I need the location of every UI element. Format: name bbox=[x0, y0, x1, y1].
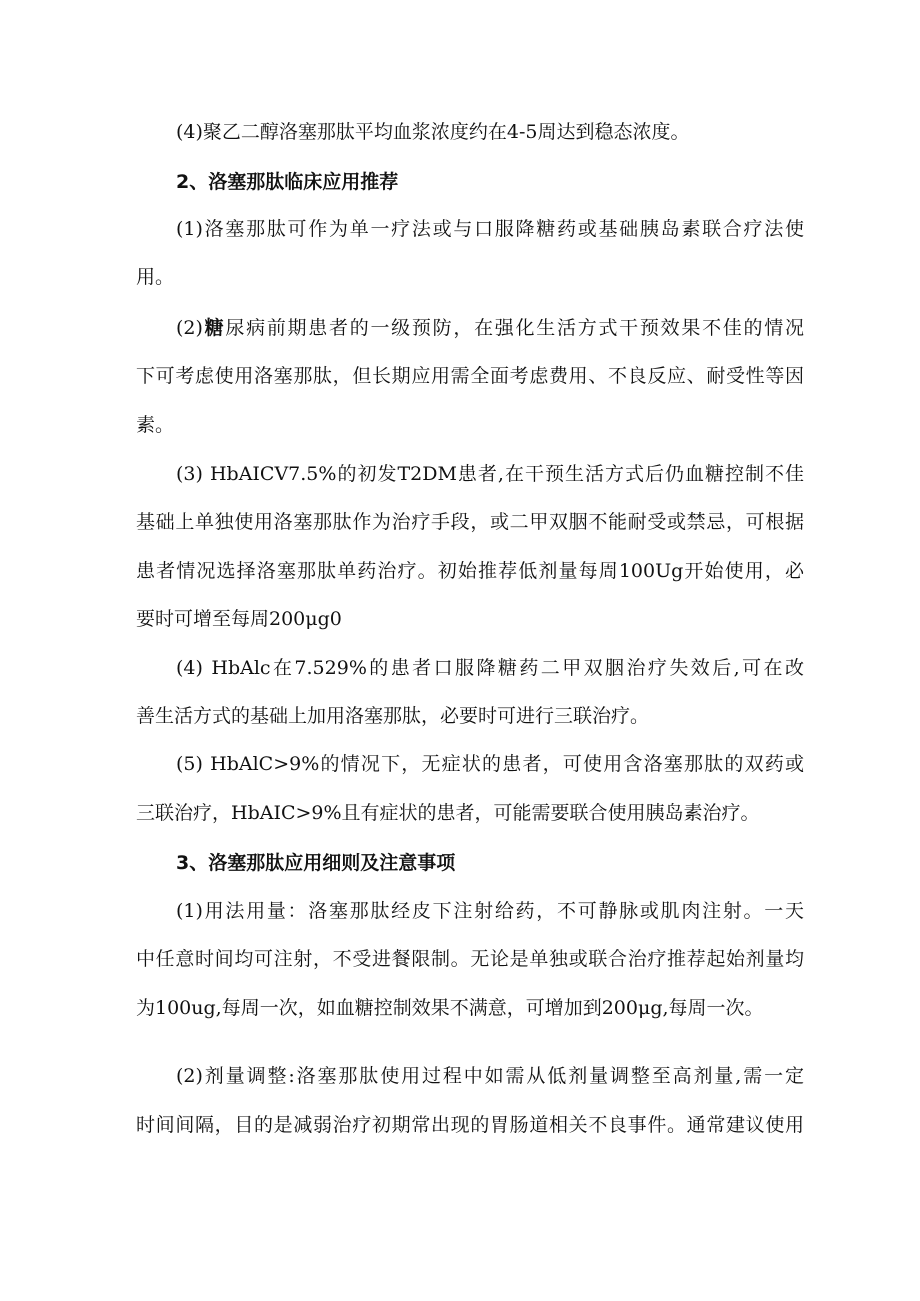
paragraph-text: 尿病前期患者的一级预防，在强化生活方式干预效果不佳的情况 bbox=[225, 317, 804, 339]
paragraph-line: 为100ug,每周一次，如血糖控制效果不满意，可增加到200μg,每周一次。 bbox=[136, 997, 764, 1019]
section-heading: 3、洛塞那肽应用细则及注意事项 bbox=[176, 852, 456, 874]
paragraph-prefix: (2) bbox=[176, 317, 203, 339]
paragraph-line: 时间间隔，目的是减弱治疗初期常出现的胃肠道相关不良事件。通常建议使用 bbox=[136, 1114, 804, 1136]
paragraph-line: 三联治疗，HbAIC>9%且有症状的患者，可能需要联合使用胰岛素治疗。 bbox=[136, 802, 760, 824]
paragraph-line: (1)洛塞那肽可作为单一疗法或与口服降糖药或基础胰岛素联合疗法使 bbox=[176, 218, 804, 240]
paragraph-line: (2)剂量调整:洛塞那肽使用过程中如需从低剂量调整至高剂量,需一定 bbox=[176, 1065, 804, 1087]
paragraph-line: 用。 bbox=[136, 266, 175, 288]
paragraph-line: 基础上单独使用洛塞那肽作为治疗手段，或二甲双胭不能耐受或禁忌，可根据 bbox=[136, 511, 804, 533]
section-heading: 2、洛塞那肽临床应用推荐 bbox=[176, 171, 399, 193]
paragraph-line: (5) HbAlC>9%的情况下，无症状的患者，可使用含洛塞那肽的双药或 bbox=[176, 753, 804, 775]
paragraph-line: (4)聚乙二醇洛塞那肽平均血浆浓度约在4-5周达到稳态浓度。 bbox=[176, 121, 690, 143]
paragraph-line: 患者情况选择洛塞那肽单药治疗。初始推荐低剂量每周100Ug开始使用，必 bbox=[136, 560, 804, 582]
paragraph-line: (3) HbAICV7.5%的初发T2DM患者,在干预生活方式后仍血糖控制不佳 bbox=[176, 463, 804, 485]
paragraph-line: (4) HbAlc在7.529%的患者口服降糖药二甲双胭治疗失效后,可在改 bbox=[176, 657, 804, 679]
paragraph-line: 善生活方式的基础上加用洛塞那肽，必要时可进行三联治疗。 bbox=[136, 705, 650, 727]
paragraph-line: 中任意时间均可注射，不受进餐限制。无论是单独或联合治疗推荐起始剂量均 bbox=[136, 948, 804, 970]
paragraph-line: (1)用法用量：洛塞那肽经皮下注射给药，不可静脉或肌肉注射。一天 bbox=[176, 900, 804, 922]
paragraph-line: 要时可增至每周200μg0 bbox=[136, 608, 342, 630]
paragraph-line: 下可考虑使用洛塞那肽，但长期应用需全面考虑费用、不良反应、耐受性等因 bbox=[136, 365, 804, 387]
bold-character: 糖 bbox=[202, 317, 226, 339]
paragraph-line bbox=[176, 316, 804, 340]
paragraph-line: 素。 bbox=[136, 414, 175, 436]
